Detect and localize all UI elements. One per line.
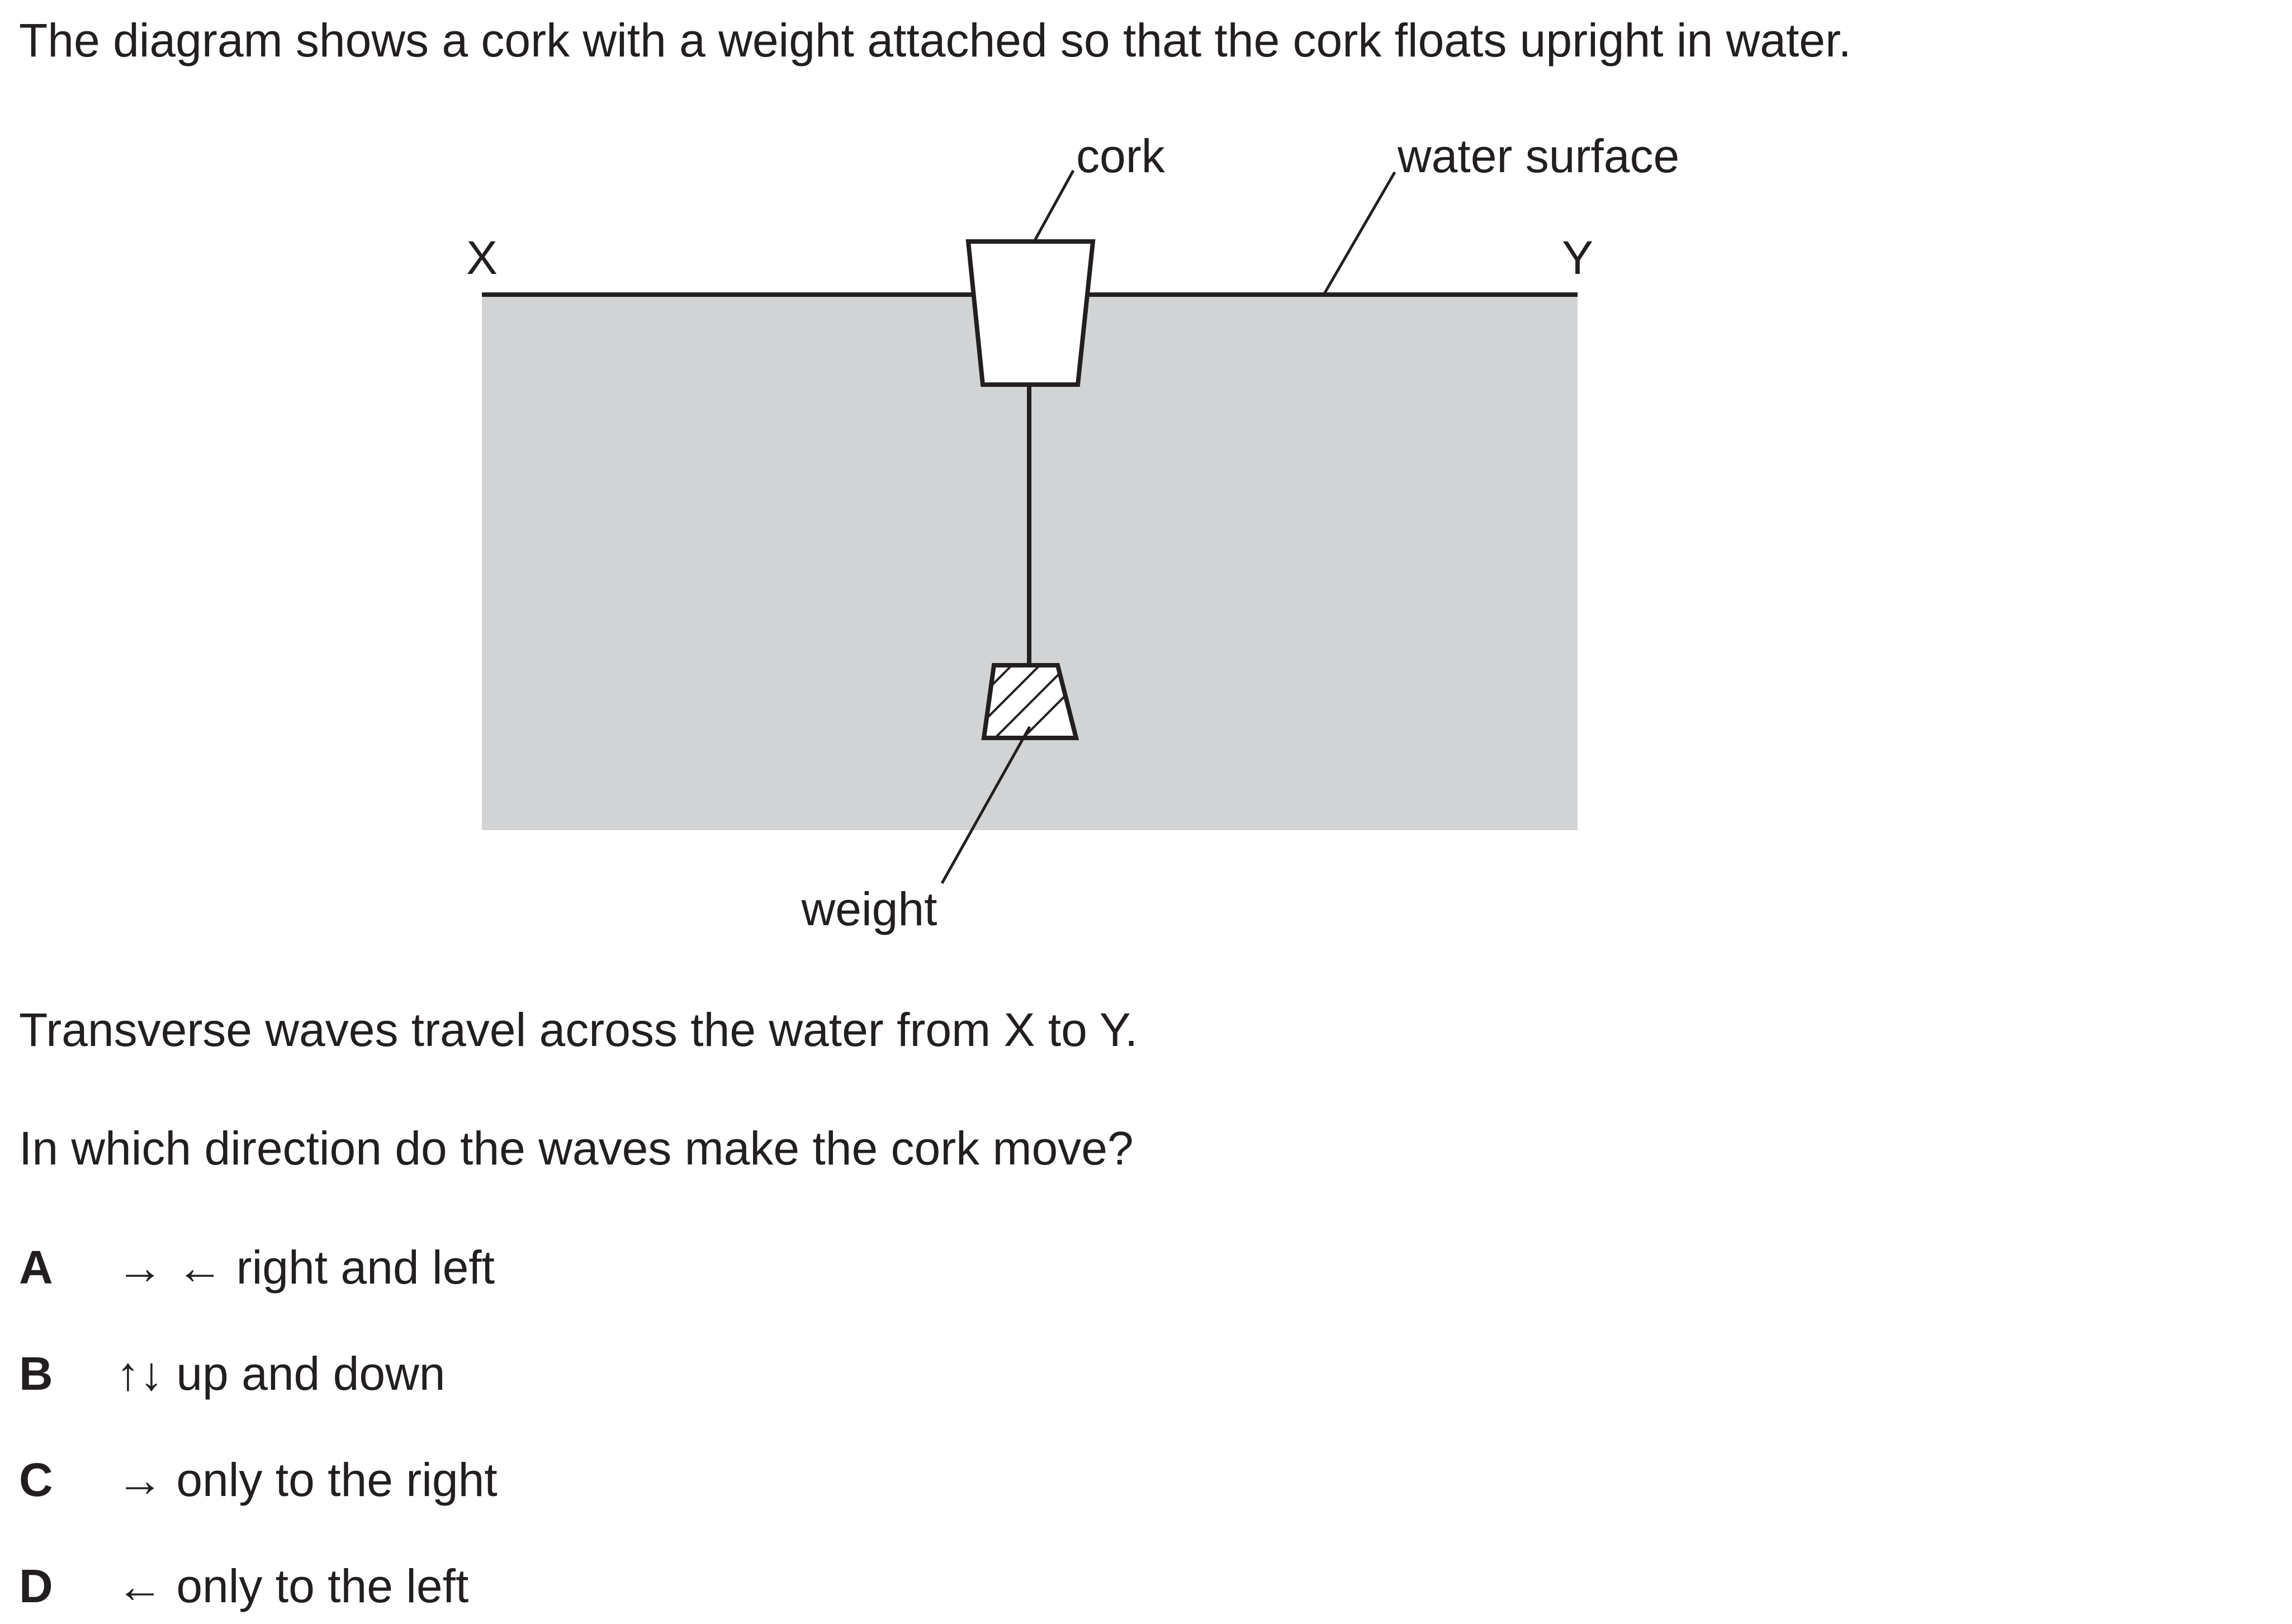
option-d-text[interactable]: ← only to the left	[116, 1560, 469, 1612]
option-d-letter[interactable]: D	[19, 1560, 53, 1612]
statement-text: Transverse waves travel across the water from X to Y.	[19, 1003, 1138, 1056]
option-a-letter[interactable]: A	[19, 1241, 53, 1294]
intro-text: The diagram shows a cork with a weight attached so that the cork floats upright in water.	[19, 14, 1851, 67]
cork	[968, 242, 1093, 385]
option-a-text[interactable]: → ← right and left	[116, 1241, 495, 1294]
y-label: Y	[1561, 231, 1594, 284]
cork-leader-line	[1034, 171, 1073, 242]
x-label: X	[466, 231, 498, 284]
option-c-letter[interactable]: C	[19, 1453, 53, 1506]
option-b-text[interactable]: ↑↓ up and down	[116, 1347, 446, 1400]
water-surface-label: water surface	[1398, 130, 1680, 182]
option-c-text[interactable]: → only to the right	[116, 1453, 498, 1506]
water-surface-leader-line	[1324, 172, 1395, 295]
option-b-letter[interactable]: B	[19, 1347, 53, 1400]
weight-label: weight	[801, 883, 937, 935]
cork-label: cork	[1076, 130, 1165, 182]
question-text: In which direction do the waves make the cork move?	[19, 1122, 1134, 1175]
